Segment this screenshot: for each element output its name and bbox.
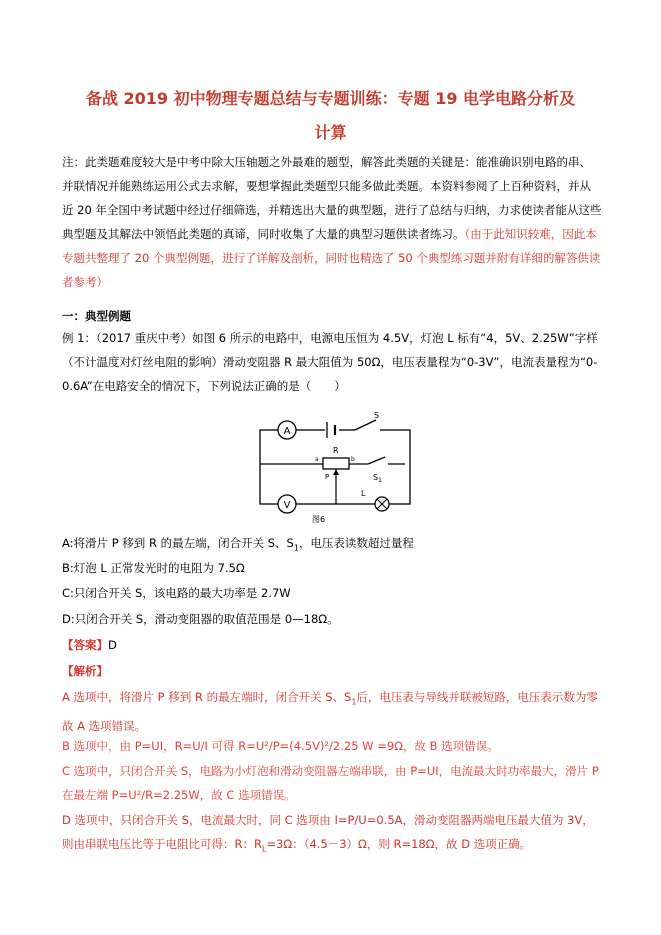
analysis-a: A 选项中，将滑片 P 移到 R 的最左端时，闭合开关 S、$S_1$后，电压表与导线并联被短路，电压表示数为零故 A 选项错误。 [62,690,598,734]
doc-title-line2: 计算 [314,123,347,142]
option-a: A:将滑片 P 移到 R 的最左端，闭合开关 S、$S_1$，电压表读数超过量程 [62,536,414,553]
doc-title-line1: 备战 2019 初中物理专题总结与专题训练：专题 19 电学电路分析及 [85,89,576,108]
analysis-tag: 【解析】 [62,664,108,678]
intro-note [62,150,602,294]
question-text: 例 1：（2017 重庆中考）如图 6 所示的电路中，电源电压恒为 4.5V，灯泡 L 标有“4，5V、2.25W”字样（不计温度对灯丝电阻的影响）滑动变阻器 R 最大阻值为 50Ω，电压表量程为“0-3V”，电流表量程为“0-0.6A”在电路安全的情况下，下列说法正确的是（ ） [62,331,598,393]
answer-tag: 【答案】 [62,638,108,652]
answer-line [62,637,117,653]
figure-caption: 图6 [312,515,326,524]
option-d: D:只闭合开关 S，滑动变阻器的取值范围是 0—18Ω。 [62,612,339,626]
analysis-b: B 选项中，由 P=UI，R=U/I 可得 R=U²/P=(4.5V)²/2.25 W =9Ω，故 B 选项错误。 [62,739,499,753]
analysis-d: D 选项中，只闭合开关 S，电流最大时，同 C 选项由 I=P/U=0.5A，滑动变阻器两端电压最大值为 3V，则由串联电压比等于电阻比可得：R：$R_L=3\Omega$：（4.5－3）Ω，则 R=18Ω，故 D 选项正确。 [62,813,594,854]
rheostat-end-b: b [351,456,355,463]
option-c: C:只闭合开关 S，该电路的最大功率是 2.7W [62,586,291,600]
rheostat-icon [323,458,349,469]
voltmeter-label: V [283,500,291,511]
circuit-diagram [255,408,415,533]
intro-note-text: 注：此类题难度较大是中考中除大压轴题之外最难的题型，解答此类题的关键是：能准确识别电路的串、并联情况并能熟练运用公式去求解，要想掌握此类题型只能多做此类题。本资料参阅了上百种资料，并从近 20 年全国中考试题中经过仔细筛选，并精选出大量的典型题，进行了总结与归纳，力求使读者能从这些典型题及其解法中领悟此类题的真谛，同时收集了大量的典型习题供读者练习。 [62,155,602,241]
rheostat-label: R [333,446,339,455]
option-b: B:灯泡 L 正常发光时的电阻为 7.5Ω [62,561,245,575]
slider-p-arrow-icon [333,469,339,475]
lamp-label: L [361,489,366,498]
analysis-c: C 选项中，只闭合开关 S，电路为小灯泡和滑动变阻器左端串联，由 P=UI，电流最大时功率最大，滑片 P 在最左端 P=U²/R=2.25W，故 C 选项错误。 [62,764,599,802]
switch-s-label: S [374,411,380,420]
section-heading: 一：典型例题 [62,309,131,323]
ammeter-label: A [283,426,291,437]
switch-s1-label: $S_1$ [373,473,382,484]
intro-note-red-text: （由于此知识较难，因此本专题共整理了 20 个典型例题，进行了详解及剖析，同时也精选了 50 个典型练习题并附有详细的解答供读者参考） [62,227,601,289]
slider-p-label: P [325,473,330,481]
rheostat-end-a: a [315,456,319,463]
answer-value: D [108,638,117,652]
